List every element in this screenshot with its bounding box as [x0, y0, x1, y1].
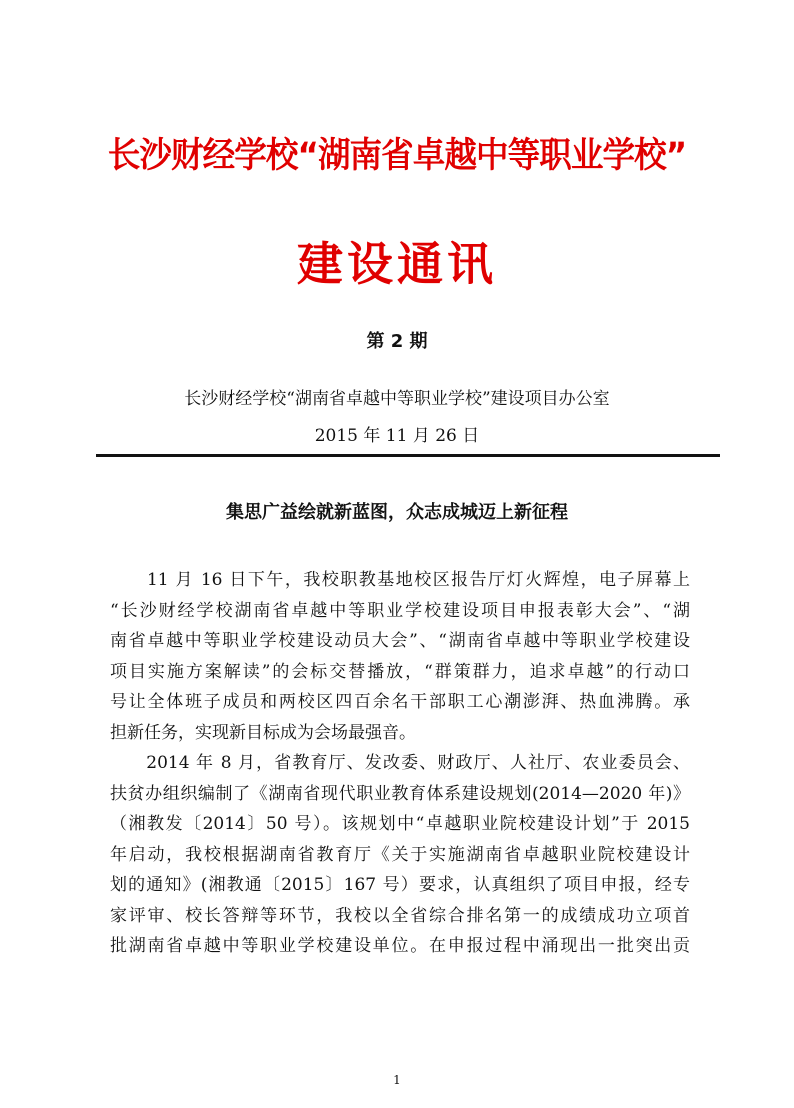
- body-line: 担新任务，实现新目标成为会场最强音。: [110, 722, 416, 743]
- body-line: 划的通知》(湘教通〔2015〕167 号）要求，认真组织了项目申报，经专: [110, 875, 690, 895]
- article-headline: 集思广益绘就新蓝图，众志成城迈上新征程: [226, 502, 568, 523]
- article-body: [110, 565, 690, 962]
- body-line: 2014 年 8 月，省教育厅、发改委、财政厅、人社厅、农业委员会、: [110, 753, 690, 773]
- page-number: 1: [393, 1073, 401, 1087]
- body-line: 家评审、校长答辩等环节，我校以全省综合排名第一的成绩成功立项首: [110, 905, 690, 926]
- body-line: 批湖南省卓越中等职业学校建设单位。在申报过程中涌现出一批突出贡: [110, 936, 690, 956]
- body-line: “长沙财经学校湖南省卓越中等职业学校建设项目申报表彰大会”、“湖: [110, 600, 690, 621]
- body-line: 南省卓越中等职业学校建设动员大会”、“湖南省卓越中等职业学校建设: [110, 631, 690, 651]
- header-divider: [96, 454, 720, 457]
- body-line: 11 月 16 日下午，我校职教基地校区报告厅灯火辉煌，电子屏幕上: [110, 570, 690, 590]
- body-line: 年启动，我校根据湖南省教育厅《关于实施湖南省卓越职业院校建设计: [110, 844, 690, 865]
- masthead-title-line1: 长沙财经学校“湖南省卓越中等职业学校”: [107, 136, 687, 176]
- body-line: 号让全体班子成员和两校区四百余名干部职工心潮澎湃、热血沸腾。承: [110, 692, 690, 712]
- body-line: 项目实施方案解读”的会标交替播放，“群策群力，追求卓越”的行动口: [110, 661, 690, 682]
- body-line: （湘教发〔2014〕50 号）。该规划中“卓越职业院校建设计划”于 2015: [110, 814, 690, 834]
- publish-date: 2015 年 11 月 26 日: [314, 426, 480, 446]
- body-line: 扶贫办组织编制了《湖南省现代职业教育体系建设规划(2014—2020 年)》: [110, 783, 690, 804]
- masthead-title-line2: 建设通讯: [297, 237, 497, 291]
- issue-number: 第 2 期: [366, 331, 428, 352]
- publisher: 长沙财经学校“湖南省卓越中等职业学校”建设项目办公室: [184, 389, 610, 409]
